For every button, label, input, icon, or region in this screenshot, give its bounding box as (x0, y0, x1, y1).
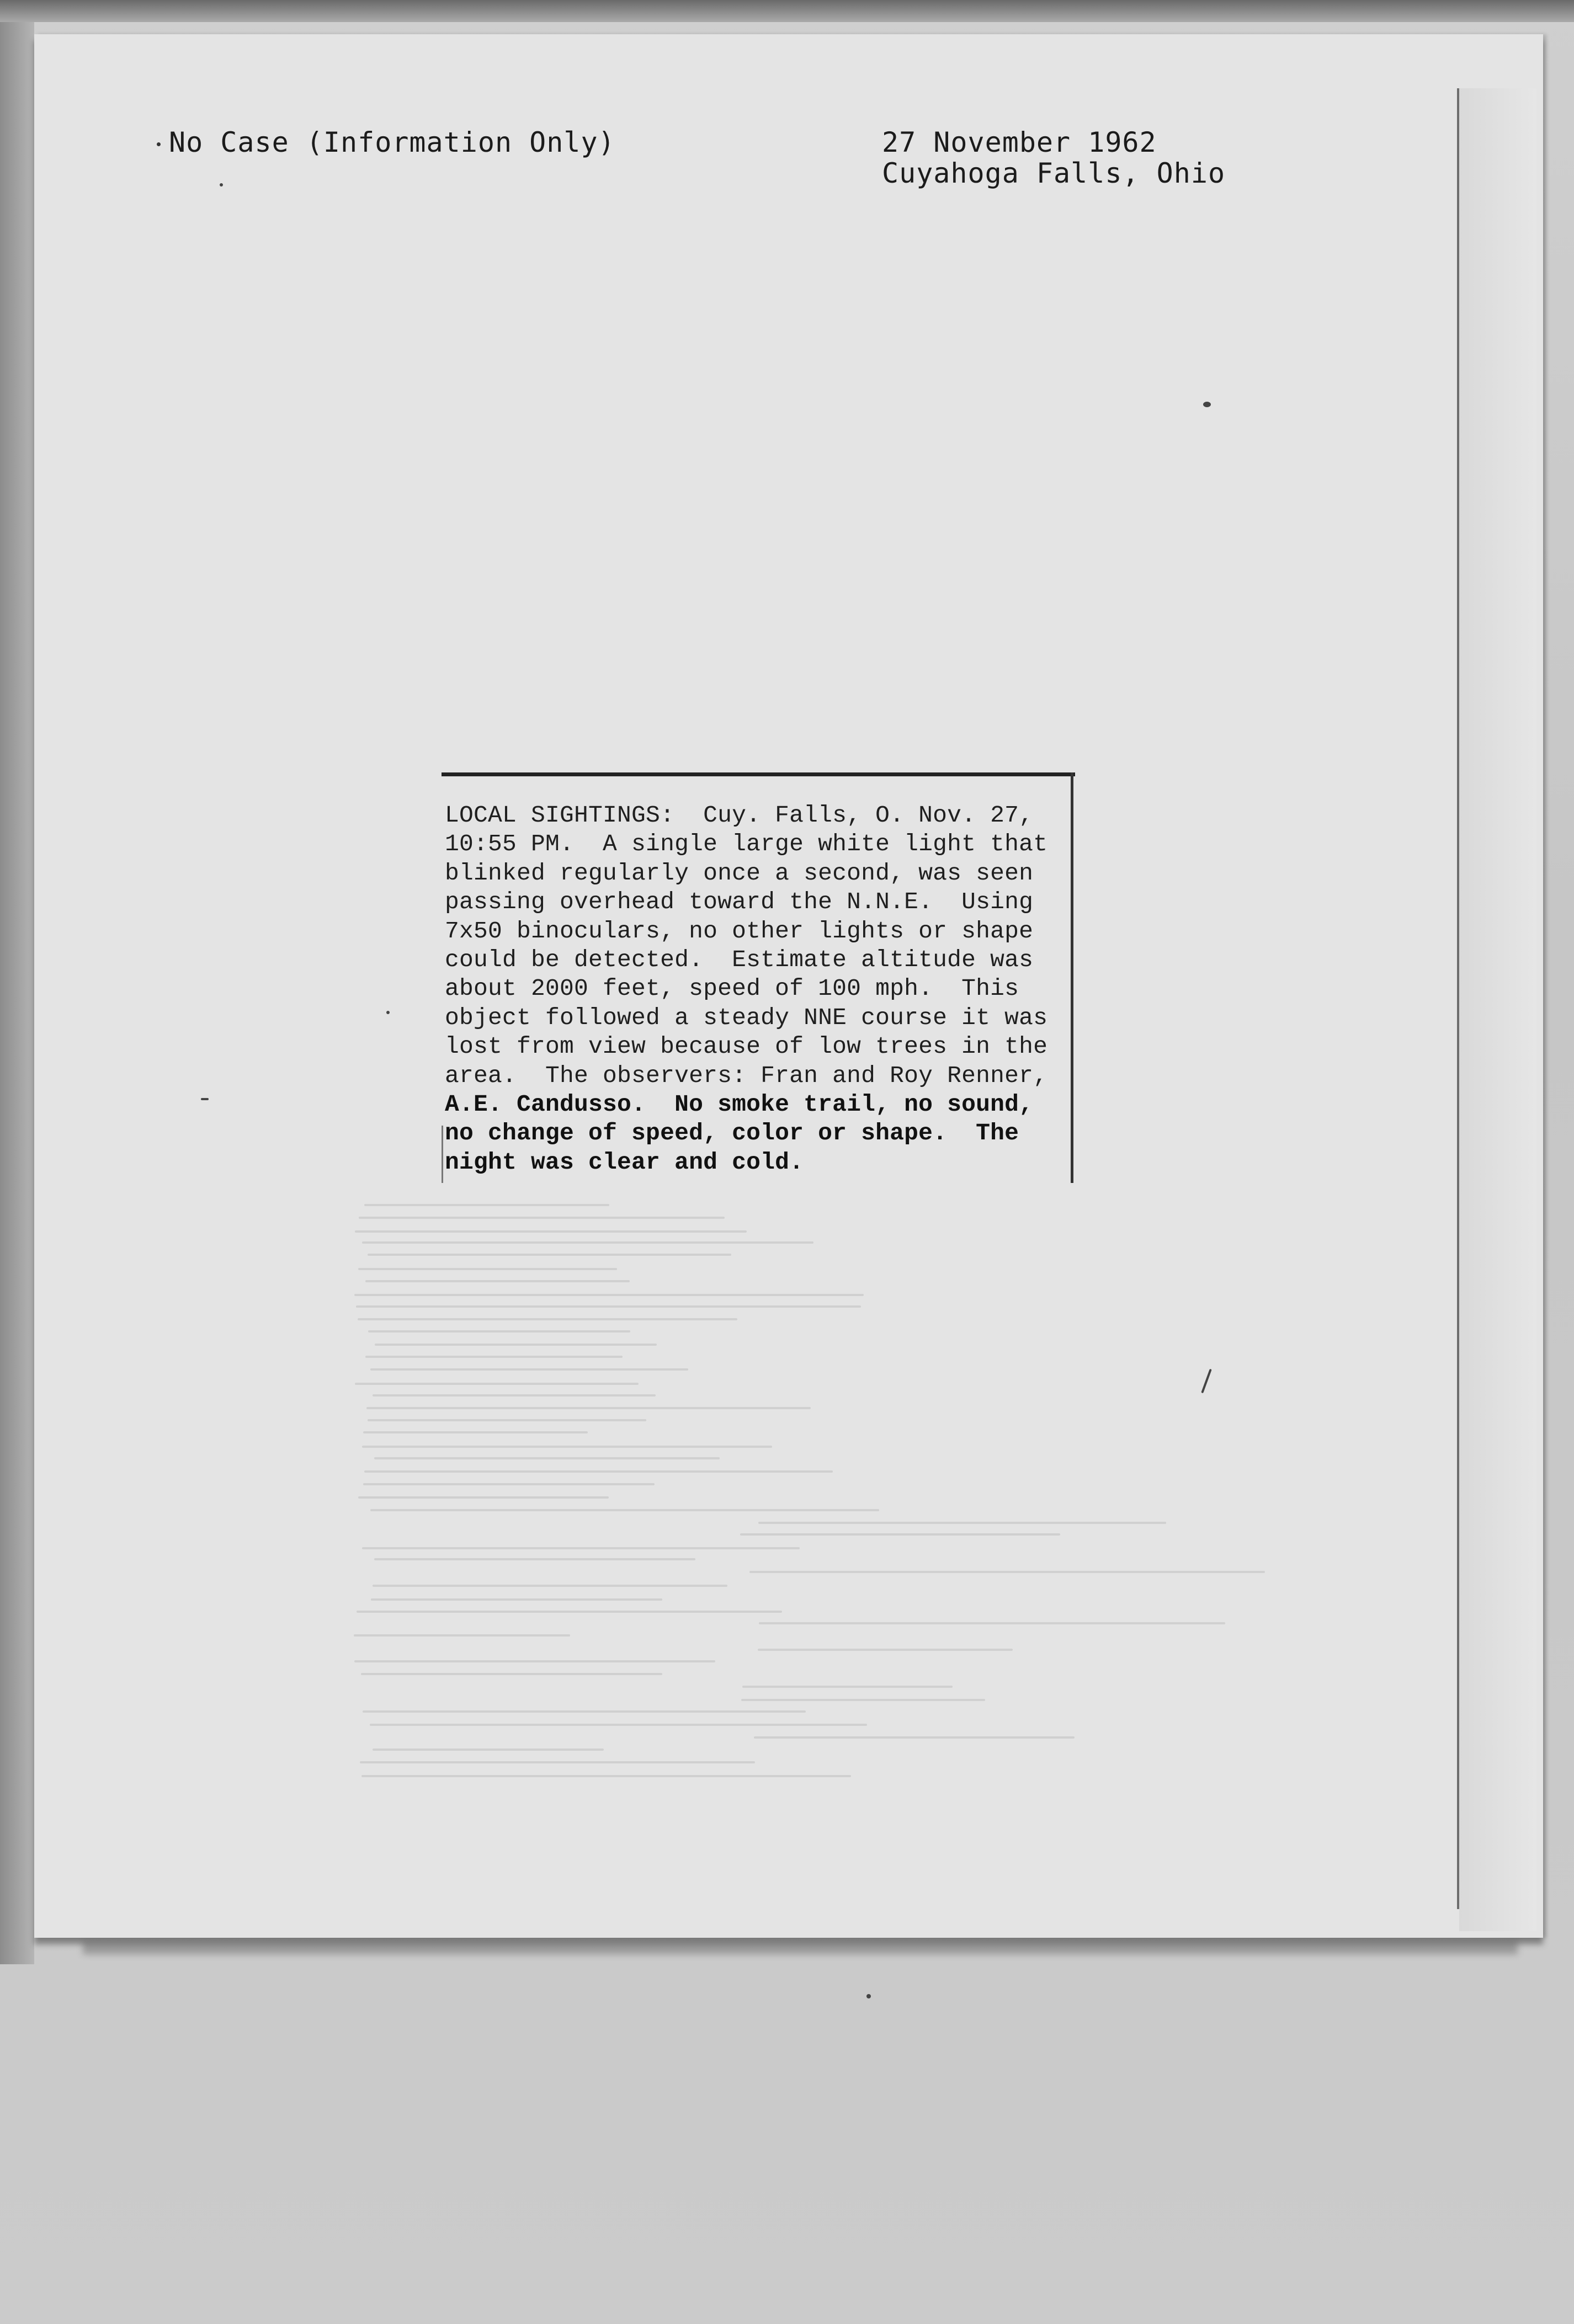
bleed-through-line (364, 1204, 610, 1206)
case-status-heading: No Case (Information Only) (169, 126, 615, 158)
clipping-line: night was clear and cold. (445, 1148, 804, 1176)
stray-mark (157, 142, 161, 146)
bleed-through-line (373, 1585, 727, 1587)
bleed-through-line (373, 1749, 603, 1751)
clipping-line: A.E. Candusso. No smoke trail, no sound, (445, 1090, 1034, 1118)
bleed-through-line (361, 1775, 851, 1777)
bleed-through-line (363, 1431, 588, 1433)
stray-mark (220, 183, 223, 186)
bleed-through-line (358, 1268, 616, 1270)
scanner-left-edge (0, 22, 34, 1964)
clipping-line: 10:55 PM. A single large white light that (445, 830, 1048, 858)
bleed-through-line (358, 1496, 609, 1499)
clipping-line: 7x50 binoculars, no other lights or shape (445, 917, 1034, 945)
stray-mark (386, 1011, 390, 1014)
bleed-through-line (364, 1470, 833, 1473)
clipping-right-rule (1071, 772, 1073, 1183)
clipping-text (445, 801, 1068, 1177)
paper-shadow (83, 1942, 1518, 1954)
stray-mark (201, 1098, 209, 1100)
bleed-through-line (754, 1736, 1075, 1739)
bleed-through-line (354, 1634, 570, 1637)
clipping-line: lost from view because of low trees in the (445, 1033, 1048, 1060)
bleed-through-line (740, 1533, 1060, 1536)
clipping-left-rule (442, 1126, 443, 1183)
bleed-through-line (355, 1383, 639, 1385)
bleed-through-line (370, 1724, 867, 1726)
clipping-line: area. The observers: Fran and Roy Renner, (445, 1062, 1048, 1089)
bleed-through-line (362, 1547, 800, 1549)
bleed-through-line (354, 1294, 864, 1296)
scanner-top-edge (0, 0, 1574, 22)
clipping-line: about 2000 feet, speed of 100 mph. This (445, 975, 1019, 1003)
bleed-through-line (370, 1509, 879, 1511)
stray-mark (866, 1994, 871, 1998)
bleed-through-line (373, 1394, 655, 1396)
clipping-line: passing overhead toward the N.N.E. Using (445, 888, 1034, 916)
bleed-through-line (361, 1673, 662, 1675)
clipping-line: no change of speed, color or shape. The (445, 1120, 1019, 1147)
stray-mark (1203, 402, 1211, 407)
bleed-through-line (368, 1330, 630, 1332)
bleed-through-line (363, 1483, 655, 1485)
bleed-through-line (375, 1344, 656, 1346)
bleed-through-line (741, 1699, 985, 1701)
page-fold-line (1457, 88, 1459, 1909)
bleed-through-line (370, 1368, 688, 1371)
page-fold-shade (1459, 88, 1536, 1931)
sighting-location: Cuyahoga Falls, Ohio (882, 157, 1226, 189)
bleed-through-line (356, 1305, 861, 1308)
bleed-through-line (363, 1710, 806, 1713)
bleed-through-line (368, 1254, 731, 1256)
bleed-through-line (758, 1522, 1166, 1524)
bleed-through-line (354, 1660, 715, 1662)
bleed-through-line (758, 1649, 1013, 1651)
bleed-through-line (357, 1611, 782, 1613)
clipping-line: could be detected. Estimate altitude was (445, 946, 1034, 973)
bleed-through-line (362, 1446, 772, 1448)
bleed-through-line (368, 1419, 646, 1421)
clipping-line: blinked regularly once a second, was seen (445, 859, 1034, 887)
bleed-through-line (365, 1356, 623, 1358)
reverse-side-bleed-through (353, 1203, 1126, 1810)
bleed-through-line (360, 1761, 755, 1763)
clipping-line: object followed a steady NNE course it was (445, 1004, 1048, 1031)
bleed-through-line (374, 1457, 719, 1459)
bleed-through-line (359, 1217, 725, 1219)
bleed-through-line (371, 1598, 662, 1601)
sighting-date: 27 November 1962 (882, 126, 1157, 158)
bleed-through-line (355, 1230, 747, 1233)
bleed-through-line (365, 1280, 630, 1282)
clipping-line: LOCAL SIGHTINGS: Cuy. Falls, O. Nov. 27, (445, 802, 1034, 829)
bleed-through-line (759, 1622, 1225, 1624)
bleed-through-line (366, 1407, 811, 1409)
bleed-through-line (358, 1318, 737, 1320)
clipping-top-rule (442, 772, 1075, 776)
bleed-through-line (362, 1241, 813, 1244)
bleed-through-line (742, 1686, 953, 1688)
bleed-through-line (749, 1571, 1265, 1573)
bleed-through-line (374, 1558, 695, 1560)
newspaper-clipping (442, 772, 1076, 1183)
